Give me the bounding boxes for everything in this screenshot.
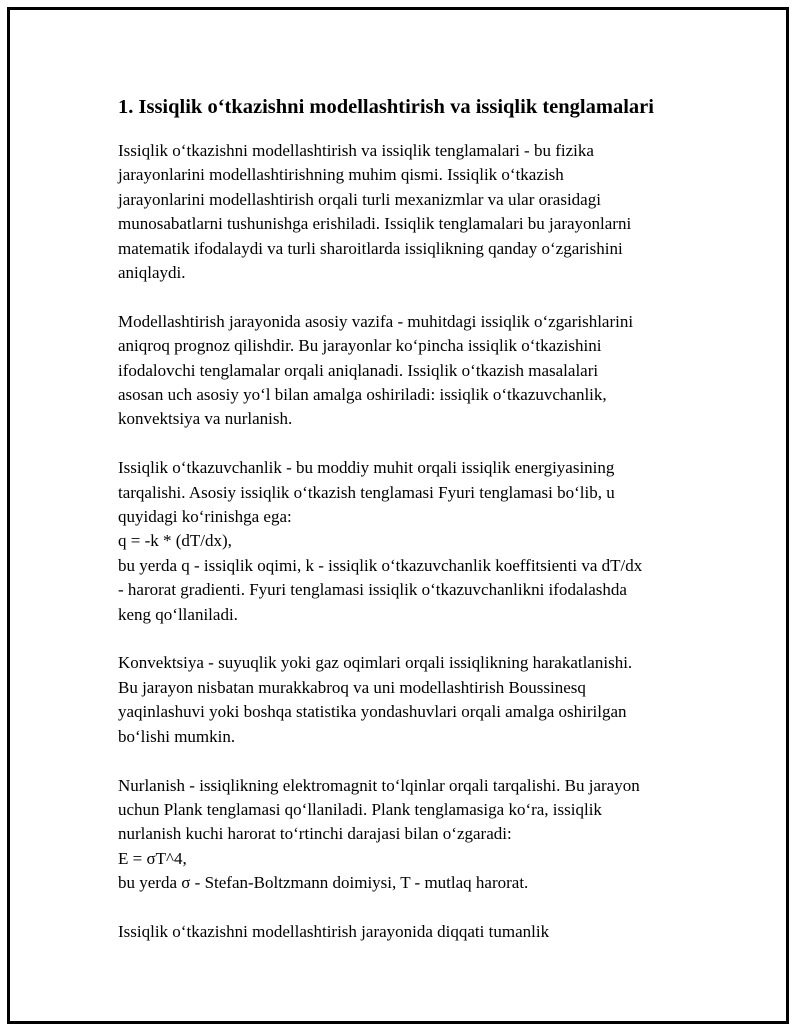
- section-heading: 1. Issiqlik o‘tkazishni modellashtirish va issiqlik tenglamalari: [118, 96, 654, 118]
- text-line: bu yerda σ - Stefan-Boltzmann doimiysi, T - mutlaq harorat.: [118, 873, 529, 893]
- text-line: - harorat gradienti. Fyuri tenglamasi issiqlik o‘tkazuvchanlikni ifodalashda: [118, 580, 627, 600]
- text-line: aniqlaydi.: [118, 263, 186, 283]
- text-line: Konvektsiya - suyuqlik yoki gaz oqimlari orqali issiqlikning harakatlanishi.: [118, 653, 633, 673]
- paragraph-radiation: [118, 774, 698, 896]
- text-line: quyidagi ko‘rinishga ega:: [118, 507, 292, 527]
- text-line: bu yerda q - issiqlik oqimi, k - issiqlik o‘tkazuvchanlik koeffitsienti va dT/dx: [118, 555, 643, 575]
- paragraph-convection: [118, 651, 698, 749]
- text-line: Nurlanish - issiqlikning elektromagnit to‘lqinlar orqali tarqalishi. Bu jarayon: [118, 775, 640, 795]
- text-line: tarqalishi. Asosiy issiqlik o‘tkazish tenglamasi Fyuri tenglamasi bo‘lib, u: [118, 482, 615, 502]
- text-line: Bu jarayon nisbatan murakkabroq va uni modellashtirish Boussinesq: [118, 677, 586, 697]
- text-line: Issiqlik o‘tkazishni modellashtirish jarayonida diqqati tumanlik: [118, 921, 550, 941]
- paragraph-intro: [118, 139, 698, 285]
- text-line: Issiqlik o‘tkazuvchanlik - bu moddiy muhit orqali issiqlik energiyasining: [118, 458, 615, 478]
- formula-line: E = σT^4,: [118, 848, 187, 868]
- text-line: Modellashtirish jarayonida asosiy vazifa - muhitdagi issiqlik o‘zgarishlarini: [118, 311, 634, 331]
- text-line: aniqroq prognoz qilishdir. Bu jarayonlar ko‘pincha issiqlik o‘tkazishini: [118, 336, 602, 356]
- text-line: jarayonlarini modellashtirishning muhim qismi. Issiqlik o‘tkazish: [118, 165, 564, 185]
- text-line: munosabatlarni tushunishga erishiladi. Issiqlik tenglamalari bu jarayonlarni: [118, 214, 632, 234]
- text-line: jarayonlarini modellashtirish orqali turli mexanizmlar va ular orasidagi: [118, 189, 601, 209]
- text-line: konvektsiya va nurlanish.: [118, 409, 293, 429]
- text-line: matematik ifodalaydi va turli sharoitlarda issiqlikning qanday o‘zgarishini: [118, 238, 623, 258]
- text-line: uchun Plank tenglamasi qo‘llaniladi. Plank tenglamasiga ko‘ra, issiqlik: [118, 799, 602, 819]
- paragraph-conduction: [118, 456, 698, 627]
- text-line: asosan uch asosiy yo‘l bilan amalga oshiriladi: issiqlik o‘tkazuvchanlik,: [118, 385, 607, 405]
- document-body: [118, 95, 698, 969]
- text-line: nurlanish kuchi harorat to‘rtinchi darajasi bilan o‘zgaradi:: [118, 824, 512, 844]
- paragraph-modelling: [118, 310, 698, 432]
- text-line: ifodalovchi tenglamalar orqali aniqlanadi. Issiqlik o‘tkazish masalalari: [118, 360, 599, 380]
- paragraph-closing: [118, 920, 698, 944]
- text-line: bo‘lishi mumkin.: [118, 726, 236, 746]
- text-line: keng qo‘llaniladi.: [118, 604, 238, 624]
- text-line: Issiqlik o‘tkazishni modellashtirish va issiqlik tenglamalari - bu fizika: [118, 141, 594, 160]
- formula-line: q = -k * (dT/dx),: [118, 531, 232, 551]
- text-line: yaqinlashuvi yoki boshqa statistika yondashuvlari orqali amalga oshirilgan: [118, 702, 627, 722]
